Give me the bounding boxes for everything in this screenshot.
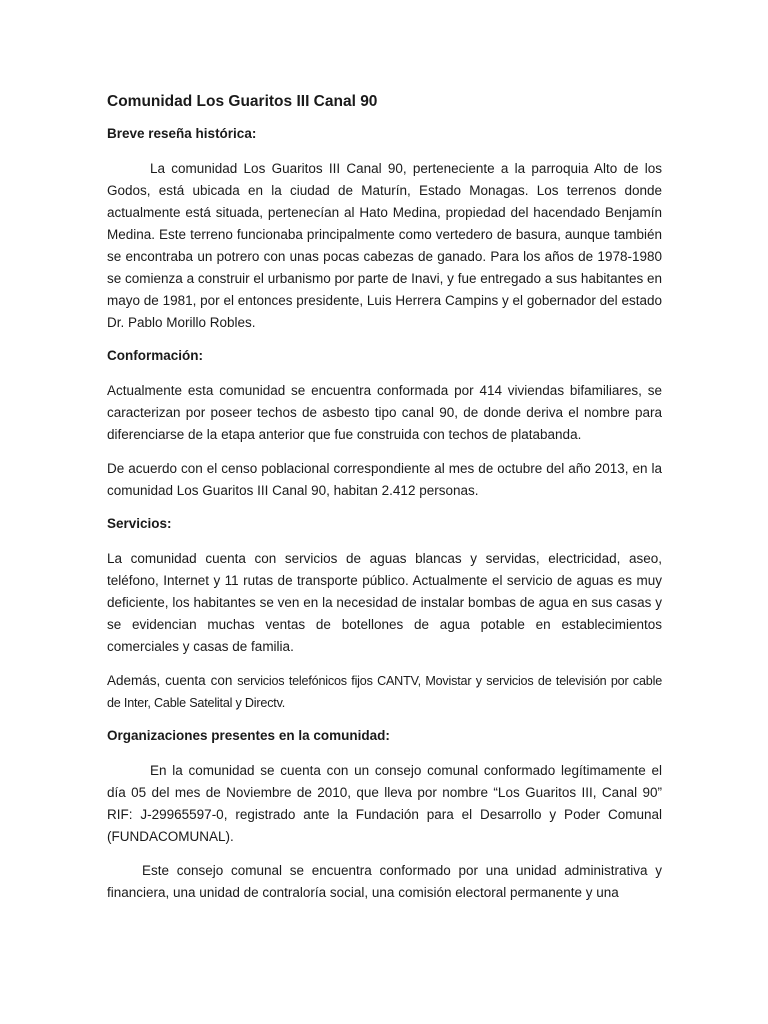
paragraph-services-2 <box>107 670 662 714</box>
paragraph-services-2-rest: servicios telefónicos fijos CANTV, Movistar y servicios de televisión por cable de Inter, Cable Satelital y Directv. <box>107 674 662 710</box>
paragraph-conformation-2: De acuerdo con el censo poblacional correspondiente al mes de octubre del año 2013, en la comunidad Los Guaritos III Canal 90, habitan 2.412 personas. <box>107 461 662 498</box>
heading-services: Servicios: <box>107 516 172 531</box>
document-page <box>107 92 662 916</box>
paragraph-organizations-2: Este consejo comunal se encuentra conformado por una unidad administrativa y financiera, una unidad de contraloría social, una comisión electoral permanente y una <box>107 863 662 900</box>
document-title: Comunidad Los Guaritos III Canal 90 <box>107 93 378 110</box>
paragraph-organizations-1: En la comunidad se cuenta con un consejo comunal conformado legítimamente el día 05 del mes de Noviembre de 2010, que lleva por nombre “Los Guaritos III, Canal 90” RIF: J-29965597-0, registrado ante la Fundación para el Desarrollo y Poder Comunal (FUNDACOMUNAL). <box>107 763 662 844</box>
heading-history: Breve reseña histórica: <box>107 126 257 141</box>
paragraph-history: La comunidad Los Guaritos III Canal 90, perteneciente a la parroquia Alto de los Godos, está ubicada en la ciudad de Maturín, Estado Monagas. Los terrenos donde actualmente está situada, pertenecían al Hato Medina, propiedad del hacendado Benjamín Medina. Este terreno funcionaba principalmente como vertedero de basura, aunque también se encontraba un potrero con unas pocas cabezas de ganado. Para los años de 1978-1980 se comienza a construir el urbanismo por parte de Inavi, y fue entregado a sus habitantes en mayo de 1981, por el entonces presidente, Luis Herrera Campins y el gobernador del estado Dr. Pablo Morillo Robles. <box>107 161 662 330</box>
paragraph-services-1: La comunidad cuenta con servicios de aguas blancas y servidas, electricidad, aseo, teléfono, Internet y 11 rutas de transporte público. Actualmente el servicio de aguas es muy deficiente, los habitantes se ven en la necesidad de instalar bombas de agua en sus casas y se evidencian muchas ventas de botellones de agua potable en establecimientos comerciales y casas de familia. <box>107 551 662 654</box>
heading-conformation: Conformación: <box>107 348 203 363</box>
heading-organizations: Organizaciones presentes en la comunidad: <box>107 728 390 743</box>
paragraph-conformation-1: Actualmente esta comunidad se encuentra conformada por 414 viviendas bifamiliares, se caracterizan por poseer techos de asbesto tipo canal 90, de donde deriva el nombre para diferenciarse de la etapa anterior que fue construida con techos de platabanda. <box>107 383 662 442</box>
paragraph-services-2-lead: Además, cuenta con <box>107 673 238 688</box>
